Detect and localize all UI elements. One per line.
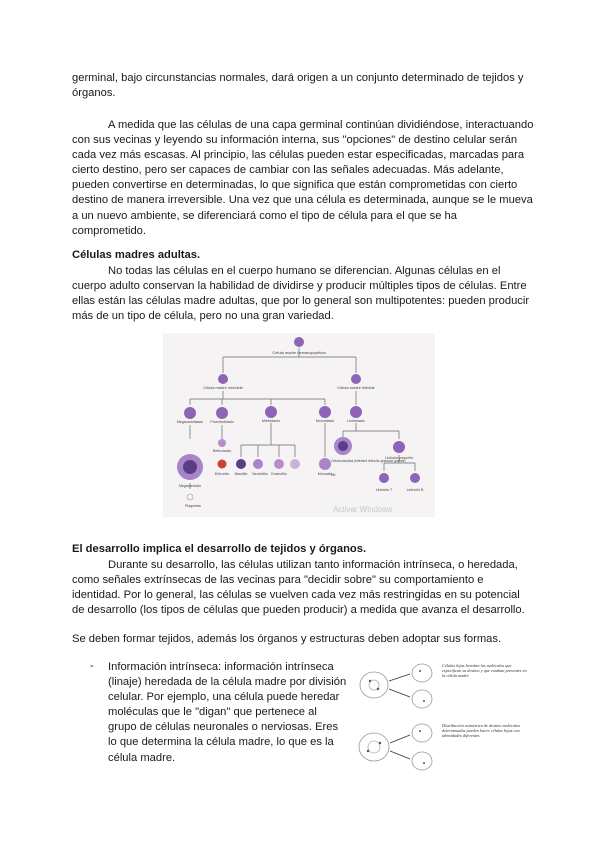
neutrophil-cell — [253, 459, 263, 469]
hsc-label: Célula madre hematopoyética — [272, 350, 326, 355]
paragraph-germinal: germinal, bajo circunstancias normales, dará origen a un conjunto determinado de tejidos y órganos. — [72, 72, 524, 100]
bullet-dash: - — [90, 660, 94, 672]
lymphoblast-label: Linfoblasto — [347, 419, 365, 423]
caption-bottom — [442, 723, 528, 771]
proerythroblast-label: Proeritroblasto — [210, 420, 234, 424]
arrow-top-2 — [389, 689, 410, 697]
caption-bottom-text: Distribución asimétrica de destino moléculas determinadas pueden hacer células hijas con identidades diferentes — [442, 723, 521, 739]
small-lymphocyte-cell — [393, 441, 405, 453]
small-lymphocyte-label: Linfocito pequeño — [384, 456, 414, 460]
hematopoiesis-svg — [163, 333, 435, 517]
daughter-cell-bottom-1 — [412, 724, 432, 742]
nk-short-label: NK — [331, 473, 336, 477]
reticulocyte-label: Reticulocito — [212, 449, 232, 453]
reticulocyte-cell — [218, 439, 226, 447]
activate-windows-watermark: Activar Windows — [333, 505, 393, 514]
proerythroblast-cell — [216, 407, 228, 419]
intrinsic-information-figure — [350, 659, 530, 777]
monoblast-cell — [319, 406, 331, 418]
intrinsic-figure-svg — [350, 659, 530, 777]
paragraph-celulas-madres-adultas: No todas las células en el cuerpo humano se diferencian. Algunas células en el cuerpo adulto conservan la habilidad de dividirse y producir múltiples tipos de células. Entre ellas están las células madre adultas, que por lo general son multipotentes: pueden producir más de un tipo de célula, pero no una gran variedad. — [72, 265, 530, 323]
megakaryoblast-label: Megacarioblasto — [176, 420, 204, 424]
platelets-label: Plaquetas — [185, 504, 201, 508]
myeloblast-label: Mieloblasto — [261, 419, 281, 423]
t-lymphocyte-label: Linfocito T — [375, 488, 393, 492]
hematopoiesis-diagram — [163, 333, 435, 517]
lymphoid-progenitor-cell — [351, 374, 361, 384]
myeloid-progenitor-label: Célula madre mieloide — [203, 385, 243, 390]
monoblast-label: Monoblasto — [315, 419, 335, 423]
caption-top — [442, 663, 528, 707]
arrow-bottom-2 — [390, 751, 410, 759]
erythrocyte-label: Eritrocito — [214, 472, 230, 476]
erythrocyte-cell — [218, 460, 227, 469]
paragraph-formar-tejidos: Se deben formar tejidos, además los órganos y estructuras deben adoptar sus formas. — [72, 633, 502, 645]
eosinophil-cell — [274, 459, 284, 469]
caption-top-text: Células hijas heredan los moléculas que especifican su destino y que estaban presentes en la célula madre — [442, 663, 527, 679]
neutrophil-label: Neutrófilo — [252, 472, 268, 476]
basophil-label: Basófilo — [234, 472, 248, 476]
eosinophil-cell-2 — [290, 459, 300, 469]
t-lymphocyte-cell — [379, 473, 389, 483]
basophil-cell — [236, 459, 246, 469]
b-lymphocyte-label: Linfocito B — [406, 488, 424, 492]
platelets-mark — [187, 494, 193, 500]
heading-celulas-madres-adultas: Células madres adultas. — [72, 249, 201, 261]
daughter-cell-top-2 — [412, 690, 432, 708]
paragraph-durante-desarrollo: Durante su desarrollo, las células utilizan tanto información intrínseca, o heredada, como señales extrínsecas de las vecinas para "decidir sobre" su comportamiento e identidad. Por lo general, las células se vuelven cada vez más restringidas en su potencial de desarrollo (los tipos de células que pueden producir) a medida que avanza el desarrollo. — [72, 559, 525, 617]
arrow-bottom-1 — [390, 735, 410, 743]
heading-desarrollo-tejidos: El desarrollo implica el desarrollo de tejidos y órganos. — [72, 543, 367, 555]
myeloblast-cell — [265, 406, 277, 418]
bullet-informacion-intrinseca: Información intrínseca: información intrínseca (linaje) heredada de la célula madre por división celular. Por ejemplo, una célula puede heredar moléculas que le "digan" que pertenece al grupo de células neuronales o nerviosas. Eres lo que determina la célula madre, lo que es la célula madre. — [108, 661, 347, 764]
b-lymphocyte-cell — [410, 473, 420, 483]
megakaryoblast-cell — [184, 407, 196, 419]
daughter-cell-top-1 — [412, 664, 432, 682]
hsc-cell — [294, 337, 304, 347]
lymphoblast-cell — [350, 406, 362, 418]
monocyte-label: Monocito — [317, 472, 333, 476]
megakaryocyte-label: Megacariocito — [178, 484, 202, 488]
nk-cell-label: Célula asesina (infected linfocito granular grande) — [331, 459, 406, 463]
eosinophil-label: Eosinófilo — [271, 472, 287, 476]
daughter-cell-bottom-2 — [412, 752, 432, 770]
arrow-top-1 — [389, 674, 410, 681]
lymphoid-progenitor-label: Célula madre linfoide — [337, 385, 375, 390]
mother-cell-bottom — [359, 733, 389, 761]
myeloid-progenitor-cell — [218, 374, 228, 384]
mother-cell-top — [360, 672, 388, 698]
paragraph-capa-germinal: A medida que las células de una capa germinal continúan dividiéndose, interactuando con sus vecinas y leyendo su información interna, sus "opciones" de destino celular serán cada vez más escasas. Al principio, las células pueden estar especificadas, marcadas para cierto destino, pero ser capaces de cambiar con las señales adecuadas. Más adelante, pueden convertirse en determinadas, lo que significa que están comprometidas con cierto destino de manera irreversible. Una vez que una célula es determinada, aunque se le mueva a un nuevo ambiente, se diferenciará como el tipo de célula para el que se ha comprometido. — [72, 119, 534, 237]
monocyte-cell — [319, 458, 331, 470]
